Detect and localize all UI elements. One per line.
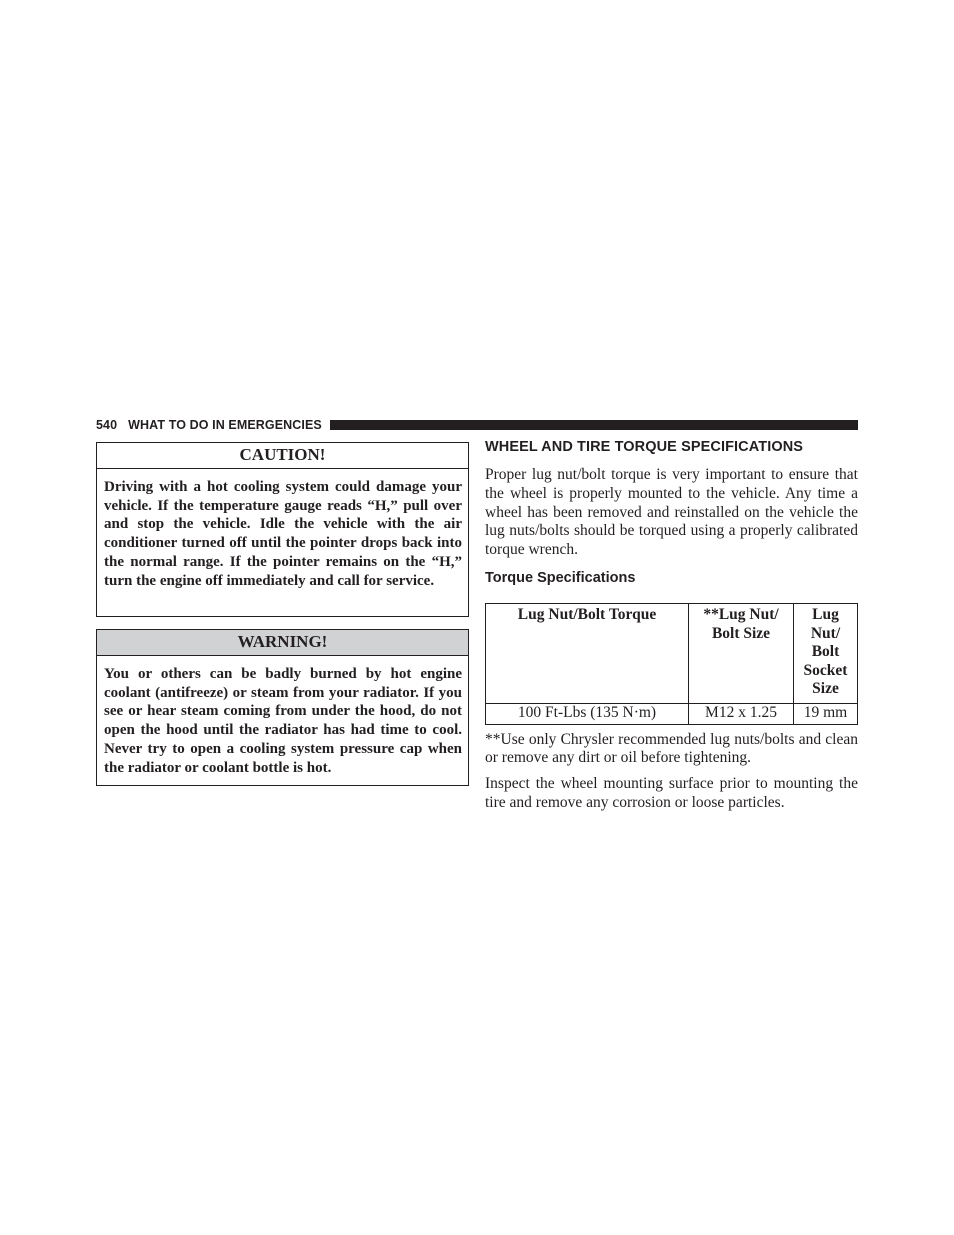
warning-text: You or others can be badly burned by hot engine coolant (antifreeze) or steam from your radiator. If you see or hear steam coming from under the hood, do not open the hood until the radiator has had time to cool. Never try to open a cooling system pressure cap when the radiator or coolant bottle is hot.: [104, 666, 462, 776]
table-header-row: [486, 603, 858, 703]
wheel-intro-paragraph: Proper lug nut/bolt torque is very important to ensure that the wheel is properly mounted to the vehicle. Any time a wheel has been removed and reinstalled on the vehicle the lug nuts/bolts should be torqued using a properly calibrated torque wrench.: [485, 466, 858, 559]
warning-box: [96, 629, 469, 786]
inspect-paragraph: Inspect the wheel mounting surface prior to mounting the tire and remove any corrosion or loose particles.: [485, 775, 858, 811]
table-header-cell: Lug Nut/Bolt Torque: [486, 603, 689, 703]
wheel-section-title: WHEEL AND TIRE TORQUE SPECIFICATIONS: [485, 439, 804, 455]
warning-title: WARNING!: [97, 630, 468, 656]
page-header: [96, 417, 858, 433]
header-rule: [330, 420, 858, 430]
right-column: [485, 438, 858, 813]
table-row: [486, 703, 858, 724]
table-header-cell: **Lug Nut/ Bolt Size: [689, 603, 794, 703]
footnote-paragraph: **Use only Chrysler recommended lug nuts/bolts and clean or remove any dirt or oil before tightening.: [485, 730, 858, 767]
caution-title: CAUTION!: [97, 443, 468, 469]
left-column: [96, 442, 469, 786]
section-title: WHAT TO DO IN EMERGENCIES: [128, 418, 322, 432]
table-cell: 100 Ft-Lbs (135 N·m): [486, 703, 689, 724]
caution-box: [96, 442, 469, 617]
table-cell: 19 mm: [794, 703, 858, 724]
table-header-cell: Lug Nut/ Bolt Socket Size: [794, 603, 858, 703]
page-number: 540: [96, 418, 118, 432]
caution-text: Driving with a hot cooling system could damage your vehicle. If the temperature gauge reads “H,” pull over and stop the vehicle. Idle the vehicle with the air conditioner turned off until the pointer drops back into the normal range. If the pointer remains on the “H,” turn the engine off immediately and call for service.: [104, 479, 462, 589]
torque-subtitle: Torque Specifications: [485, 569, 636, 586]
torque-table: [485, 603, 858, 725]
table-cell: M12 x 1.25: [689, 703, 794, 724]
